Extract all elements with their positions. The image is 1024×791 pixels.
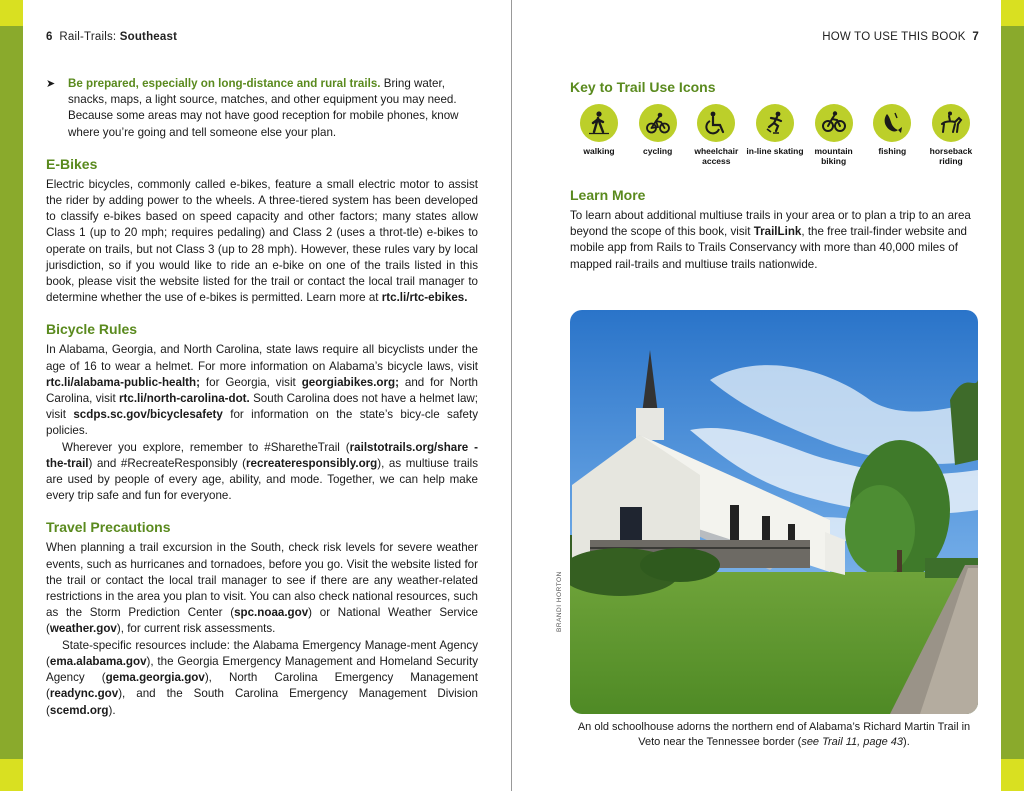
spc-link[interactable]: spc.noaa.gov — [234, 606, 309, 620]
tip-bullet — [46, 76, 478, 141]
weather-link[interactable]: weather.gov — [49, 622, 117, 636]
bicycle-rules-paragraph-2 — [46, 440, 478, 505]
text-span: for Georgia, visit — [199, 375, 302, 389]
text-span: ) or National Weather Service ( — [46, 606, 479, 636]
page-number: 7 — [972, 31, 979, 43]
travel-paragraph-1 — [46, 540, 478, 637]
running-head-left — [46, 31, 177, 43]
georgia-link[interactable]: georgiabikes.org; — [301, 375, 399, 389]
icon-label: horseback riding — [929, 146, 973, 166]
icon-cycling — [629, 104, 687, 166]
traillink-link[interactable]: TrailLink — [753, 225, 802, 239]
right-top-tab — [1001, 0, 1024, 26]
right-bottom-tab — [1001, 759, 1024, 791]
wheelchair-icon — [697, 104, 735, 142]
icon-horseback-riding — [922, 104, 980, 166]
share-trail-link[interactable]: railstotrails.org/share -the-trail — [46, 440, 478, 470]
text-span: To learn about additional multiuse trails in your area or to plan a trip to an area beyond the scope of this book, visit — [570, 209, 971, 239]
book-title-region: Southeast — [119, 31, 178, 43]
left-page — [23, 0, 511, 791]
mountain-biking-icon — [815, 104, 853, 142]
ema-alabama-link[interactable]: ema.alabama.gov — [49, 654, 147, 668]
key-heading: Key to Trail Use Icons — [570, 79, 716, 95]
text-span: ), and the South Carolina Emergency Management Division ( — [46, 687, 478, 717]
text-span: ), the Georgia Emergency Management and Homeland Security Agency ( — [46, 654, 478, 685]
text-span: State-specific resources include: the Alabama Emergency Manage-ment Agency ( — [46, 638, 478, 668]
text-span: ), North Carolina Emergency Management ( — [46, 671, 478, 701]
text-span: ), for current risk assessments. — [116, 622, 276, 636]
inline-skating-icon — [756, 104, 794, 142]
right-content — [570, 78, 979, 273]
text-span: In Alabama, Georgia, and North Carolina, state laws require all bicyclists under the age of 16 to wear a helmet. For more information on Alabama’s bicycle laws, visit — [46, 343, 478, 373]
text-span: ). — [108, 703, 116, 717]
icon-label: walking — [583, 146, 615, 156]
icon-walking — [570, 104, 628, 166]
icon-fishing — [863, 104, 921, 166]
left-bottom-tab — [0, 759, 23, 791]
text-span: and for North Carolina, visit — [46, 375, 478, 406]
fishing-icon — [873, 104, 911, 142]
page-number: 6 — [46, 31, 53, 43]
icon-label: mountain biking — [814, 146, 853, 166]
section-title: HOW TO USE THIS BOOK — [822, 31, 966, 43]
text-span: An old schoolhouse adorns the northern end of Alabama’s Richard Martin Trail in Veto near the Tennessee border ( — [577, 721, 971, 748]
icon-label: cycling — [643, 146, 673, 156]
icon-label: in-line skating — [746, 146, 804, 156]
book-title-prefix: Rail-Trails: — [59, 31, 120, 43]
gema-link[interactable]: gema.georgia.gov — [105, 671, 205, 685]
arrow-bullet-icon: ➤ — [46, 78, 56, 90]
icon-inline-skating — [746, 104, 804, 166]
schoolhouse-photo — [570, 310, 978, 714]
trail-use-icons — [570, 104, 980, 166]
text-span: When planning a trail excursion in the South, check risk levels for severe weather events, such as hurricanes and tornadoes, before you go. Visit the website listed for the trail or contact the local trail manager to see if there are any weather-related restrictions in the area you plan to visit. You can also check national resources, such as the Storm Prediction Center ( — [46, 541, 478, 620]
bullet-lead: Be prepared, especially on long-distance and rural trails. — [68, 77, 381, 90]
alabama-link[interactable]: rtc.li/alabama-public-health; — [46, 375, 200, 389]
photo-credit: BRANDI HORTON — [556, 571, 563, 632]
text-span: ) and #RecreateResponsibly ( — [88, 456, 247, 470]
ebikes-paragraph — [46, 177, 478, 307]
text-span: for information on the state’s bicy-cle safety policies. — [46, 408, 478, 438]
icon-label: fishing — [878, 146, 907, 156]
horseback-riding-icon — [932, 104, 970, 142]
bicycle-rules-heading: Bicycle Rules — [46, 321, 138, 338]
text-span: ). — [903, 736, 910, 748]
caption-reference: see Trail 11, page 43 — [801, 736, 904, 748]
text-span: ), as multiuse trails are used by people of every age, ability, and mode. Together, we can help make every trip safe and fun for everyone. — [46, 456, 479, 503]
bicycle-rules-paragraph-1 — [46, 342, 478, 439]
cycling-icon — [639, 104, 677, 142]
walking-icon — [580, 104, 618, 142]
text-span: Wherever you explore, remember to #SharetheTrail ( — [62, 440, 350, 454]
text-span: , the free trail-finder website and mobile app from Rails to Trails Conservancy with more than 40,000 miles of mapped rail-trails and multiuse trails nationwide. — [570, 225, 967, 271]
left-top-tab — [0, 0, 23, 26]
left-content — [46, 76, 478, 719]
right-edge-bar — [1001, 0, 1024, 791]
bullet-text: Bring water, snacks, maps, a light source, matches, and other equipment you may need. Because some areas may not have good reception for mobile phones, know where you’re going and tell someone else your plan. — [68, 77, 459, 139]
travel-paragraph-2 — [46, 638, 478, 719]
ebikes-text: Electric bicycles, commonly called e-bikes, feature a small electric motor to assist the rider by adding power to the wheels. A three-tiered system has been developed to classify e-bikes based on speed capacity and other factors; many states allow Class 1 (up to 20 mph; requires pedaling) and Class 2 (uses a throt-tle) e-bikes to operate on trails, but not Class 3 (up to 28 mph). However, these rules vary by local jurisdiction, so if you would like to ride an e-bike on one of the trails listed in this book, please visit the website listed for the trail or contact the local trail manager to determine whether the use of e-bikes is permitted. Learn more at — [46, 177, 478, 305]
left-edge-bar — [0, 0, 23, 791]
ebikes-heading: E-Bikes — [46, 155, 98, 172]
right-page — [512, 0, 1001, 791]
recreate-link[interactable]: recreateresponsibly.org — [246, 456, 378, 470]
ebikes-link[interactable]: rtc.li/rtc-ebikes. — [381, 291, 468, 305]
photo-caption — [572, 720, 976, 750]
icon-mountain-biking — [805, 104, 863, 166]
icon-wheelchair — [687, 104, 745, 166]
learn-more-heading: Learn More — [570, 187, 646, 203]
south-carolina-link[interactable]: scdps.sc.gov/bicyclesafety — [73, 408, 223, 422]
text-span: South Carolina does not have a helmet law; visit — [46, 392, 478, 422]
learn-more-paragraph — [570, 208, 979, 273]
scemd-link[interactable]: scemd.org — [49, 703, 109, 717]
icon-label: wheelchair access — [694, 146, 739, 166]
north-carolina-link[interactable]: rtc.li/north-carolina-dot. — [119, 392, 250, 406]
travel-precautions-heading: Travel Precautions — [46, 519, 171, 536]
readync-link[interactable]: readync.gov — [49, 687, 119, 701]
running-head-right — [822, 31, 979, 43]
